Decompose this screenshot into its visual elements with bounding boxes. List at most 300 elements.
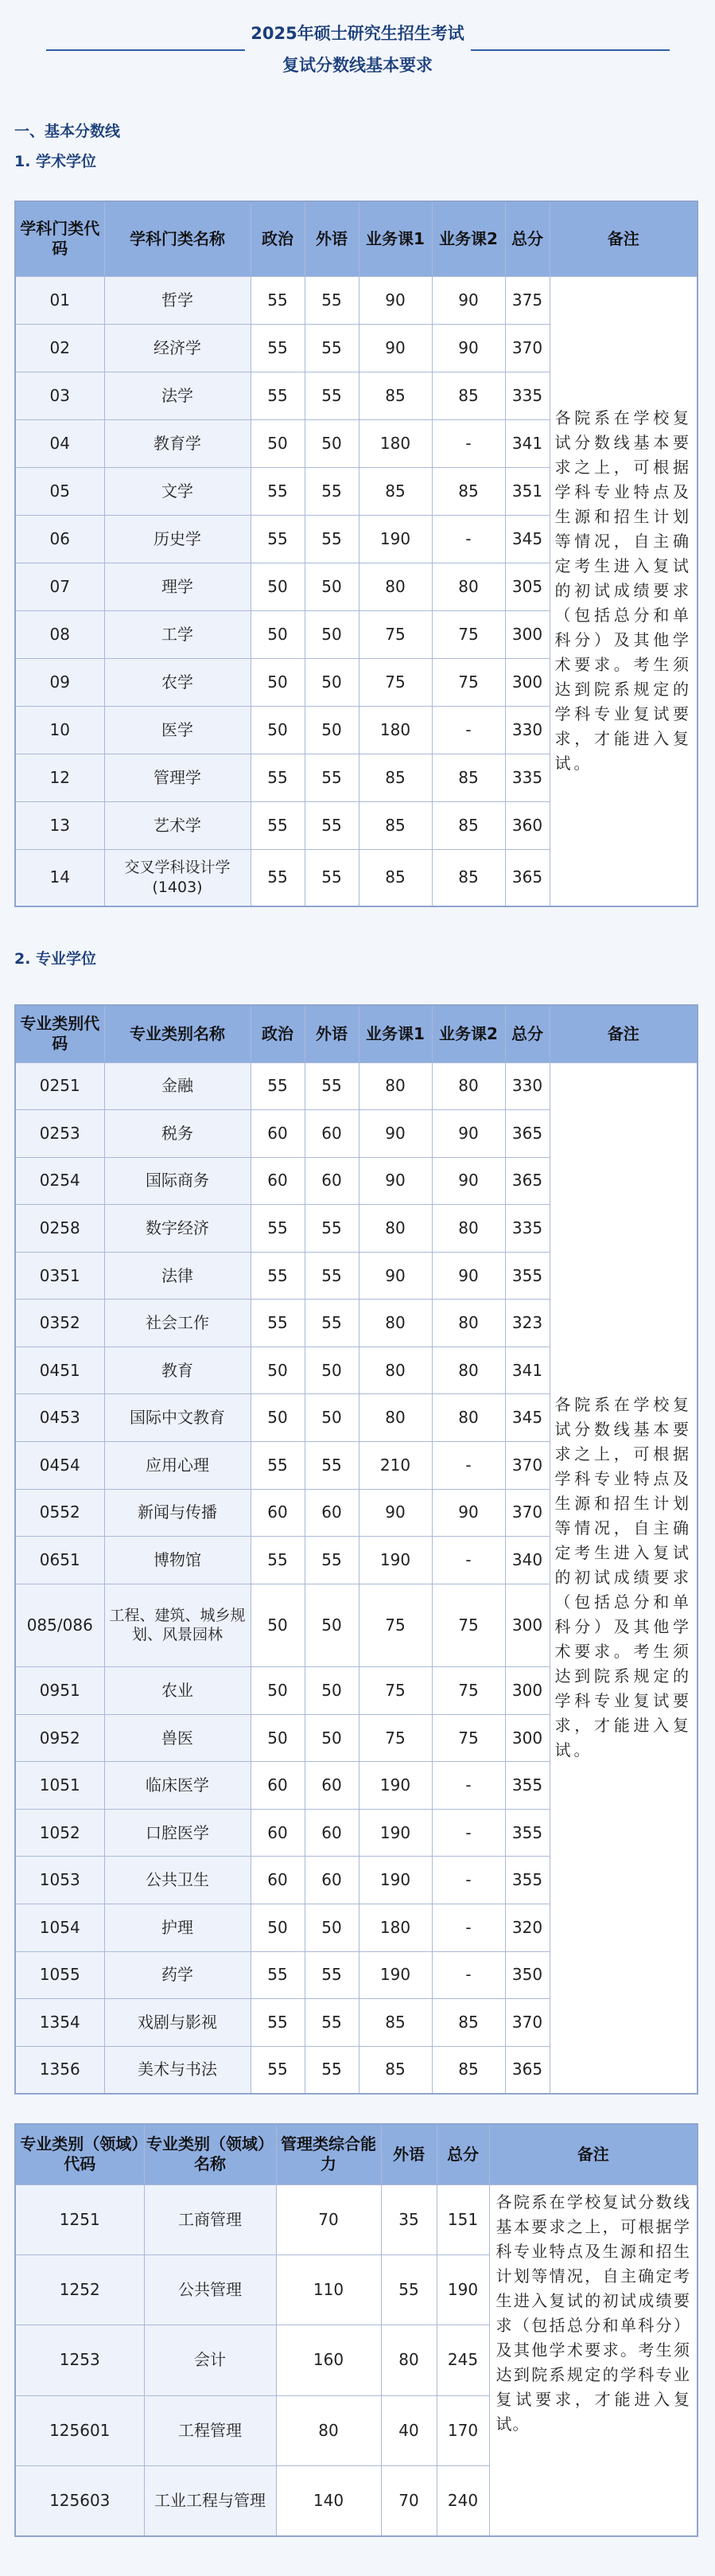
header-cell: 备注 <box>550 201 698 276</box>
code-cell: 0352 <box>15 1300 104 1347</box>
course2-score-cell: 85 <box>432 467 505 515</box>
course1-score-cell: 80 <box>359 1062 432 1110</box>
politics-score-cell: 55 <box>251 1252 305 1300</box>
total-score-cell: 345 <box>505 515 550 563</box>
course1-score-cell: 190 <box>359 515 432 563</box>
foreign-language-score-cell: 35 <box>381 2184 437 2254</box>
course1-score-cell: 75 <box>359 658 432 706</box>
course1-score-cell: 85 <box>359 1999 432 2047</box>
course1-score-cell: 190 <box>359 1857 432 1904</box>
name-cell: 农学 <box>104 658 251 706</box>
remark-cell: 各院系在学校复试分数线基本要求之上，可根据学科专业特点及生源和招生计划等情况，自主确定考生进入复试的初试成绩要求（包括总分和单科分）及其他学术要求。考生须达到院系规定的学科专业复试要求，才能进入复试。 <box>550 276 698 906</box>
academic-degree-table <box>14 201 698 907</box>
total-score-cell: 375 <box>505 276 550 324</box>
name-cell: 口腔医学 <box>104 1809 251 1857</box>
course1-score-cell: 80 <box>359 1394 432 1442</box>
code-cell: 0951 <box>15 1667 104 1715</box>
total-score-cell: 355 <box>505 1809 550 1857</box>
politics-score-cell: 55 <box>251 1999 305 2047</box>
total-score-cell: 365 <box>505 2046 550 2094</box>
name-cell: 数字经济 <box>104 1205 251 1253</box>
course2-score-cell: 75 <box>432 1584 505 1667</box>
code-cell: 125601 <box>15 2395 144 2465</box>
foreign-language-score-cell: 50 <box>305 1667 359 1715</box>
politics-score-cell: 60 <box>251 1809 305 1857</box>
total-score-cell: 240 <box>437 2466 489 2536</box>
header-cell: 政治 <box>251 1005 305 1062</box>
course2-score-cell: 90 <box>432 1489 505 1537</box>
total-score-cell: 335 <box>505 372 550 419</box>
name-cell: 工程管理 <box>144 2395 276 2465</box>
course1-score-cell: 190 <box>359 1951 432 1999</box>
header-cell: 总分 <box>437 2124 489 2184</box>
header-cell: 业务课2 <box>432 1005 505 1062</box>
header-cell: 总分 <box>505 1005 550 1062</box>
code-cell: 1053 <box>15 1857 104 1904</box>
total-score-cell: 330 <box>505 1062 550 1110</box>
name-cell: 会计 <box>144 2325 276 2395</box>
total-score-cell: 345 <box>505 1394 550 1442</box>
foreign-language-score-cell: 55 <box>305 1205 359 1253</box>
name-cell: 法律 <box>104 1252 251 1300</box>
course2-score-cell: 85 <box>432 2046 505 2094</box>
total-score-cell: 151 <box>437 2184 489 2254</box>
name-cell: 艺术学 <box>104 801 251 849</box>
foreign-language-score-cell: 55 <box>305 515 359 563</box>
foreign-language-score-cell: 50 <box>305 1904 359 1952</box>
foreign-language-score-cell: 60 <box>305 1157 359 1205</box>
header-rule-left <box>46 49 245 51</box>
course2-score-cell: 90 <box>432 276 505 324</box>
code-cell: 1054 <box>15 1904 104 1952</box>
table-header-row <box>15 2124 698 2184</box>
politics-score-cell: 50 <box>251 563 305 610</box>
course1-score-cell: 90 <box>359 1110 432 1158</box>
name-cell: 药学 <box>104 1951 251 1999</box>
management-ability-score-cell: 160 <box>276 2325 381 2395</box>
course2-score-cell: - <box>432 1762 505 1810</box>
code-cell: 0351 <box>15 1252 104 1300</box>
politics-score-cell: 55 <box>251 1062 305 1110</box>
code-cell: 05 <box>15 467 104 515</box>
document-subtitle: 复试分数线基本要求 <box>282 56 433 75</box>
course2-score-cell: 80 <box>432 1205 505 1253</box>
course2-score-cell: - <box>432 1809 505 1857</box>
course1-score-cell: 180 <box>359 1904 432 1952</box>
course2-score-cell: 85 <box>432 754 505 801</box>
management-ability-score-cell: 80 <box>276 2395 381 2465</box>
foreign-language-score-cell: 55 <box>305 1951 359 1999</box>
course1-score-cell: 85 <box>359 372 432 419</box>
total-score-cell: 300 <box>505 610 550 658</box>
code-cell: 13 <box>15 801 104 849</box>
code-cell: 01 <box>15 276 104 324</box>
politics-score-cell: 60 <box>251 1489 305 1537</box>
total-score-cell: 305 <box>505 563 550 610</box>
course1-score-cell: 75 <box>359 1714 432 1762</box>
politics-score-cell: 55 <box>251 2046 305 2094</box>
total-score-cell: 370 <box>505 1489 550 1537</box>
total-score-cell: 355 <box>505 1762 550 1810</box>
total-score-cell: 335 <box>505 754 550 801</box>
header-cell: 学科门类代码 <box>15 201 104 276</box>
politics-score-cell: 55 <box>251 754 305 801</box>
course2-score-cell: 80 <box>432 1300 505 1347</box>
management-ability-score-cell: 110 <box>276 2254 381 2325</box>
document-header <box>0 18 715 81</box>
name-cell: 教育 <box>104 1346 251 1394</box>
foreign-language-score-cell: 50 <box>305 1584 359 1667</box>
course1-score-cell: 180 <box>359 419 432 467</box>
total-score-cell: 341 <box>505 419 550 467</box>
foreign-language-score-cell: 55 <box>305 1062 359 1110</box>
name-cell: 临床医学 <box>104 1762 251 1810</box>
foreign-language-score-cell: 55 <box>305 276 359 324</box>
header-cell: 外语 <box>381 2124 437 2184</box>
total-score-cell: 190 <box>437 2254 489 2325</box>
course2-score-cell: - <box>432 1951 505 1999</box>
name-cell: 税务 <box>104 1110 251 1158</box>
politics-score-cell: 55 <box>251 849 305 906</box>
name-cell: 美术与书法 <box>104 2046 251 2094</box>
course2-score-cell: 90 <box>432 1157 505 1205</box>
politics-score-cell: 55 <box>251 1205 305 1253</box>
code-cell: 125603 <box>15 2466 144 2536</box>
name-cell: 工程、建筑、城乡规划、风景园林 <box>104 1584 251 1667</box>
course1-score-cell: 180 <box>359 706 432 754</box>
section-title-basic-scores: 一、基本分数线 <box>14 123 121 140</box>
course1-score-cell: 85 <box>359 849 432 906</box>
course1-score-cell: 190 <box>359 1762 432 1810</box>
name-cell: 经济学 <box>104 324 251 372</box>
name-cell: 法学 <box>104 372 251 419</box>
foreign-language-score-cell: 50 <box>305 419 359 467</box>
course2-score-cell: 75 <box>432 1714 505 1762</box>
table-row <box>15 1062 698 1110</box>
course2-score-cell: - <box>432 515 505 563</box>
total-score-cell: 170 <box>437 2395 489 2465</box>
foreign-language-score-cell: 55 <box>305 1442 359 1490</box>
total-score-cell: 370 <box>505 1999 550 2047</box>
course2-score-cell: 85 <box>432 849 505 906</box>
header-cell: 政治 <box>251 201 305 276</box>
total-score-cell: 355 <box>505 1857 550 1904</box>
total-score-cell: 300 <box>505 658 550 706</box>
name-cell: 历史学 <box>104 515 251 563</box>
total-score-cell: 360 <box>505 801 550 849</box>
foreign-language-score-cell: 70 <box>381 2466 437 2536</box>
code-cell: 1253 <box>15 2325 144 2395</box>
header-cell: 专业类别（领域）代码 <box>15 2124 144 2184</box>
table-row <box>15 276 698 324</box>
header-cell: 外语 <box>305 201 359 276</box>
foreign-language-score-cell: 50 <box>305 563 359 610</box>
code-cell: 0253 <box>15 1110 104 1158</box>
course1-score-cell: 85 <box>359 467 432 515</box>
remark-cell: 各院系在学校复试分数线基本要求之上，可根据学科专业特点及生源和招生计划等情况，自主确定考生进入复试的初试成绩要求（包括总分和单科分）及其他学术要求。考生须达到院系规定的学科专业复试要求，才能进入复试。 <box>550 1062 698 2094</box>
header-cell: 备注 <box>550 1005 698 1062</box>
code-cell: 06 <box>15 515 104 563</box>
foreign-language-score-cell: 50 <box>305 610 359 658</box>
politics-score-cell: 55 <box>251 1951 305 1999</box>
course1-score-cell: 80 <box>359 1300 432 1347</box>
code-cell: 0451 <box>15 1346 104 1394</box>
name-cell: 农业 <box>104 1667 251 1715</box>
foreign-language-score-cell: 55 <box>305 1999 359 2047</box>
total-score-cell: 355 <box>505 1252 550 1300</box>
course2-score-cell: - <box>432 1857 505 1904</box>
code-cell: 03 <box>15 372 104 419</box>
course1-score-cell: 80 <box>359 563 432 610</box>
total-score-cell: 245 <box>437 2325 489 2395</box>
course1-score-cell: 90 <box>359 1157 432 1205</box>
professional-degree-table <box>14 1004 698 2095</box>
code-cell: 1251 <box>15 2184 144 2254</box>
table-header-row <box>15 1005 698 1062</box>
header-cell: 业务课1 <box>359 1005 432 1062</box>
course2-score-cell: 75 <box>432 658 505 706</box>
politics-score-cell: 60 <box>251 1157 305 1205</box>
code-cell: 1051 <box>15 1762 104 1810</box>
header-cell: 业务课1 <box>359 201 432 276</box>
politics-score-cell: 50 <box>251 1346 305 1394</box>
table-header-row <box>15 201 698 276</box>
total-score-cell: 340 <box>505 1537 550 1584</box>
total-score-cell: 365 <box>505 1157 550 1205</box>
name-cell: 理学 <box>104 563 251 610</box>
foreign-language-score-cell: 55 <box>305 372 359 419</box>
politics-score-cell: 50 <box>251 419 305 467</box>
name-cell: 博物馆 <box>104 1537 251 1584</box>
course2-score-cell: 90 <box>432 1110 505 1158</box>
name-cell: 戏剧与影视 <box>104 1999 251 2047</box>
name-cell: 医学 <box>104 706 251 754</box>
course2-score-cell: 75 <box>432 610 505 658</box>
total-score-cell: 300 <box>505 1714 550 1762</box>
course2-score-cell: - <box>432 1904 505 1952</box>
politics-score-cell: 50 <box>251 610 305 658</box>
header-cell: 备注 <box>489 2124 698 2184</box>
course2-score-cell: 85 <box>432 801 505 849</box>
politics-score-cell: 55 <box>251 1300 305 1347</box>
course1-score-cell: 190 <box>359 1537 432 1584</box>
foreign-language-score-cell: 55 <box>305 1537 359 1584</box>
course2-score-cell: 80 <box>432 563 505 610</box>
table-row <box>15 2184 698 2254</box>
name-cell: 交叉学科设计学(1403) <box>104 849 251 906</box>
course1-score-cell: 85 <box>359 754 432 801</box>
remark-cell: 各院系在学校复试分数线基本要求之上，可根据学科专业特点及生源和招生计划等情况，自主确定考生进入复试的初试成绩要求（包括总分和单科分）及其他学术要求。考生须达到院系规定的学科专业复试要求，才能进入复试。 <box>489 2184 698 2536</box>
politics-score-cell: 50 <box>251 1904 305 1952</box>
name-cell: 兽医 <box>104 1714 251 1762</box>
course2-score-cell: 85 <box>432 1999 505 2047</box>
total-score-cell: 330 <box>505 706 550 754</box>
total-score-cell: 323 <box>505 1300 550 1347</box>
name-cell: 社会工作 <box>104 1300 251 1347</box>
header-cell: 总分 <box>505 201 550 276</box>
code-cell: 0651 <box>15 1537 104 1584</box>
course1-score-cell: 85 <box>359 2046 432 2094</box>
management-degree-table <box>14 2123 698 2537</box>
politics-score-cell: 50 <box>251 658 305 706</box>
code-cell: 1052 <box>15 1809 104 1857</box>
name-cell: 护理 <box>104 1904 251 1952</box>
management-ability-score-cell: 70 <box>276 2184 381 2254</box>
header-cell: 外语 <box>305 1005 359 1062</box>
foreign-language-score-cell: 80 <box>381 2325 437 2395</box>
total-score-cell: 370 <box>505 1442 550 1490</box>
name-cell: 哲学 <box>104 276 251 324</box>
foreign-language-score-cell: 55 <box>305 1252 359 1300</box>
code-cell: 1252 <box>15 2254 144 2325</box>
politics-score-cell: 60 <box>251 1857 305 1904</box>
politics-score-cell: 50 <box>251 706 305 754</box>
course1-score-cell: 75 <box>359 1667 432 1715</box>
course1-score-cell: 210 <box>359 1442 432 1490</box>
code-cell: 0254 <box>15 1157 104 1205</box>
foreign-language-score-cell: 55 <box>305 1300 359 1347</box>
foreign-language-score-cell: 50 <box>305 1394 359 1442</box>
foreign-language-score-cell: 50 <box>305 1346 359 1394</box>
course1-score-cell: 75 <box>359 1584 432 1667</box>
management-ability-score-cell: 140 <box>276 2466 381 2536</box>
code-cell: 04 <box>15 419 104 467</box>
politics-score-cell: 60 <box>251 1110 305 1158</box>
name-cell: 工业工程与管理 <box>144 2466 276 2536</box>
code-cell: 07 <box>15 563 104 610</box>
code-cell: 0552 <box>15 1489 104 1537</box>
course2-score-cell: 80 <box>432 1062 505 1110</box>
course2-score-cell: - <box>432 1442 505 1490</box>
foreign-language-score-cell: 50 <box>305 658 359 706</box>
politics-score-cell: 55 <box>251 1442 305 1490</box>
code-cell: 09 <box>15 658 104 706</box>
politics-score-cell: 50 <box>251 1584 305 1667</box>
name-cell: 管理学 <box>104 754 251 801</box>
name-cell: 金融 <box>104 1062 251 1110</box>
name-cell: 工商管理 <box>144 2184 276 2254</box>
foreign-language-score-cell: 55 <box>305 324 359 372</box>
total-score-cell: 351 <box>505 467 550 515</box>
code-cell: 0453 <box>15 1394 104 1442</box>
subsection-title-academic: 1. 学术学位 <box>14 153 97 170</box>
name-cell: 国际中文教育 <box>104 1394 251 1442</box>
politics-score-cell: 60 <box>251 1762 305 1810</box>
course1-score-cell: 85 <box>359 801 432 849</box>
course2-score-cell: - <box>432 1537 505 1584</box>
politics-score-cell: 50 <box>251 1667 305 1715</box>
course1-score-cell: 90 <box>359 1252 432 1300</box>
politics-score-cell: 55 <box>251 801 305 849</box>
foreign-language-score-cell: 60 <box>305 1762 359 1810</box>
course2-score-cell: 80 <box>432 1394 505 1442</box>
course2-score-cell: - <box>432 706 505 754</box>
politics-score-cell: 55 <box>251 515 305 563</box>
total-score-cell: 350 <box>505 1951 550 1999</box>
header-cell: 专业类别名称 <box>104 1005 251 1062</box>
name-cell: 应用心理 <box>104 1442 251 1490</box>
code-cell: 0258 <box>15 1205 104 1253</box>
total-score-cell: 365 <box>505 1110 550 1158</box>
politics-score-cell: 55 <box>251 467 305 515</box>
name-cell: 公共卫生 <box>104 1857 251 1904</box>
total-score-cell: 335 <box>505 1205 550 1253</box>
course1-score-cell: 90 <box>359 324 432 372</box>
name-cell: 国际商务 <box>104 1157 251 1205</box>
foreign-language-score-cell: 50 <box>305 706 359 754</box>
course1-score-cell: 90 <box>359 1489 432 1537</box>
politics-score-cell: 55 <box>251 324 305 372</box>
politics-score-cell: 50 <box>251 1714 305 1762</box>
total-score-cell: 370 <box>505 324 550 372</box>
foreign-language-score-cell: 50 <box>305 1714 359 1762</box>
total-score-cell: 341 <box>505 1346 550 1394</box>
code-cell: 08 <box>15 610 104 658</box>
course1-score-cell: 190 <box>359 1809 432 1857</box>
code-cell: 10 <box>15 706 104 754</box>
foreign-language-score-cell: 40 <box>381 2395 437 2465</box>
course2-score-cell: 90 <box>432 1252 505 1300</box>
foreign-language-score-cell: 55 <box>305 801 359 849</box>
total-score-cell: 300 <box>505 1667 550 1715</box>
code-cell: 0952 <box>15 1714 104 1762</box>
foreign-language-score-cell: 55 <box>305 849 359 906</box>
name-cell: 教育学 <box>104 419 251 467</box>
code-cell: 02 <box>15 324 104 372</box>
code-cell: 12 <box>15 754 104 801</box>
subsection-title-professional: 2. 专业学位 <box>14 950 97 968</box>
code-cell: 1354 <box>15 1999 104 2047</box>
foreign-language-score-cell: 55 <box>305 2046 359 2094</box>
name-cell: 工学 <box>104 610 251 658</box>
name-cell: 新闻与传播 <box>104 1489 251 1537</box>
code-cell: 0251 <box>15 1062 104 1110</box>
total-score-cell: 300 <box>505 1584 550 1667</box>
header-cell: 专业类别（领域）名称 <box>144 2124 276 2184</box>
course2-score-cell: 90 <box>432 324 505 372</box>
name-cell: 文学 <box>104 467 251 515</box>
course2-score-cell: - <box>432 419 505 467</box>
code-cell: 085/086 <box>15 1584 104 1667</box>
foreign-language-score-cell: 55 <box>305 754 359 801</box>
course1-score-cell: 90 <box>359 276 432 324</box>
course2-score-cell: 85 <box>432 372 505 419</box>
code-cell: 1356 <box>15 2046 104 2094</box>
foreign-language-score-cell: 60 <box>305 1857 359 1904</box>
document-title: 2025年硕士研究生招生考试 <box>251 24 464 43</box>
course2-score-cell: 80 <box>432 1346 505 1394</box>
header-cell: 业务课2 <box>432 201 505 276</box>
foreign-language-score-cell: 60 <box>305 1110 359 1158</box>
foreign-language-score-cell: 55 <box>305 467 359 515</box>
foreign-language-score-cell: 60 <box>305 1809 359 1857</box>
course2-score-cell: 75 <box>432 1667 505 1715</box>
header-cell: 管理类综合能力 <box>276 2124 381 2184</box>
politics-score-cell: 55 <box>251 276 305 324</box>
politics-score-cell: 55 <box>251 372 305 419</box>
total-score-cell: 320 <box>505 1904 550 1952</box>
header-cell: 学科门类名称 <box>104 201 251 276</box>
foreign-language-score-cell: 60 <box>305 1489 359 1537</box>
code-cell: 14 <box>15 849 104 906</box>
code-cell: 1055 <box>15 1951 104 1999</box>
name-cell: 公共管理 <box>144 2254 276 2325</box>
code-cell: 0454 <box>15 1442 104 1490</box>
course1-score-cell: 80 <box>359 1346 432 1394</box>
header-cell: 专业类别代码 <box>15 1005 104 1062</box>
politics-score-cell: 55 <box>251 1537 305 1584</box>
foreign-language-score-cell: 55 <box>381 2254 437 2325</box>
